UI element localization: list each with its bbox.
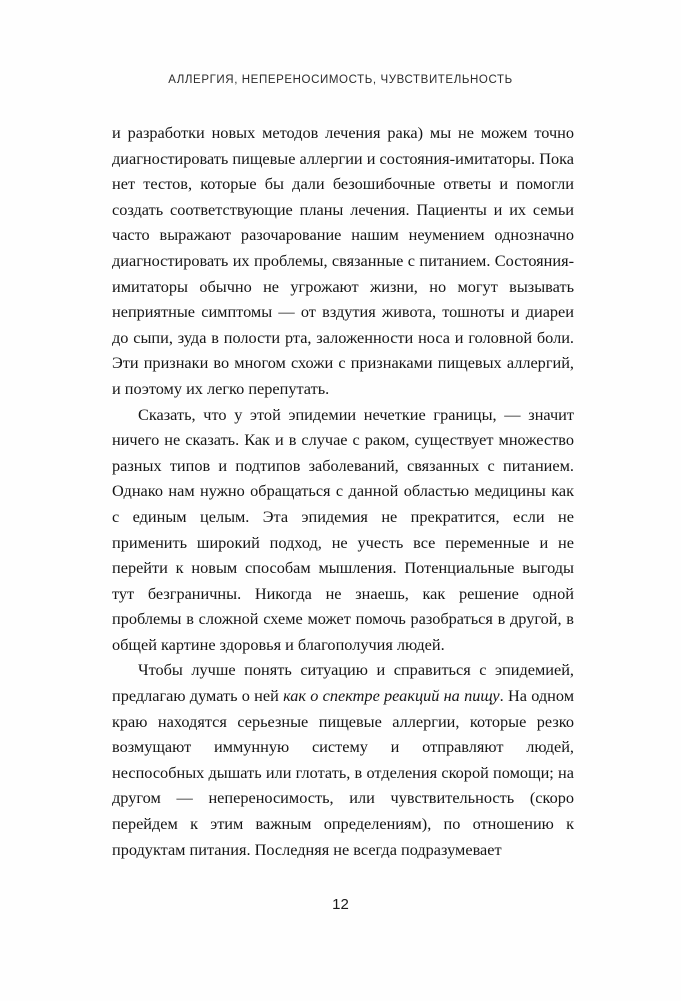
paragraph-2: Сказать, что у этой эпидемии нечеткие границы, — значит ничего не сказать. Как и в случае с раком, существует множество разных типов и подтипов заболеваний, связанных с питанием. Однако нам нужно обращаться с данной областью медицины как с единым целым. Эта эпидемия не прекратится, если не применить широкий подход, не учесть все переменные и не перейти к новым способам мышления. Потенциальные выгоды тут безграничны. Никогда не знаешь, как решение одной проблемы в сложной схеме может помочь разобраться в другой, в общей картине здоровья и благополучия людей. [112, 404, 574, 654]
page-number: 12 [332, 896, 349, 913]
running-head: АЛЛЕРГИЯ, НЕПЕРЕНОСИМОСТЬ, ЧУВСТВИТЕЛЬНОСТЬ [168, 74, 513, 86]
paragraph-3-before-italic: Чтобы лучше понять ситуацию и справиться с эпидемией, предлагаю думать о ней [112, 660, 574, 706]
paragraph-3-after-italic: . На одном краю находятся серьезные пищевые аллергии, которые резко возмущают иммунную систему и отправляют людей, неспособных дышать или глотать, в отделения скорой помощи; на другом — непереносимость, или чувствительность (скоро перейдем к этим важным определениям), по отношению к продуктам питания. Последняя не всегда подразумевает [112, 686, 574, 859]
paragraph-1: и разработки новых методов лечения рака) мы не можем точно диагностировать пищевые аллергии и состояния-имитаторы. Пока нет тестов, которые бы дали безошибочные ответы и помогли создать соответствующие планы лечения. Пациенты и их семьи часто выражают разочарование нашим неумением однозначно диагностировать их проблемы, связанные с питанием. Состояния-имитаторы обычно не угрожают жизни, но могут вызывать неприятные симптомы — от вздутия живота, тошноты и диареи до сыпи, зуда в полости рта, заложенности носа и головной боли. Эти признаки во многом схожи с признаками пищевых аллергий, и поэтому их легко перепутать. [112, 123, 574, 398]
paragraph-3-italic-phrase: как о спектре реакций на пищу [283, 686, 500, 706]
body-text [112, 120, 574, 862]
paragraph-3 [112, 657, 574, 862]
